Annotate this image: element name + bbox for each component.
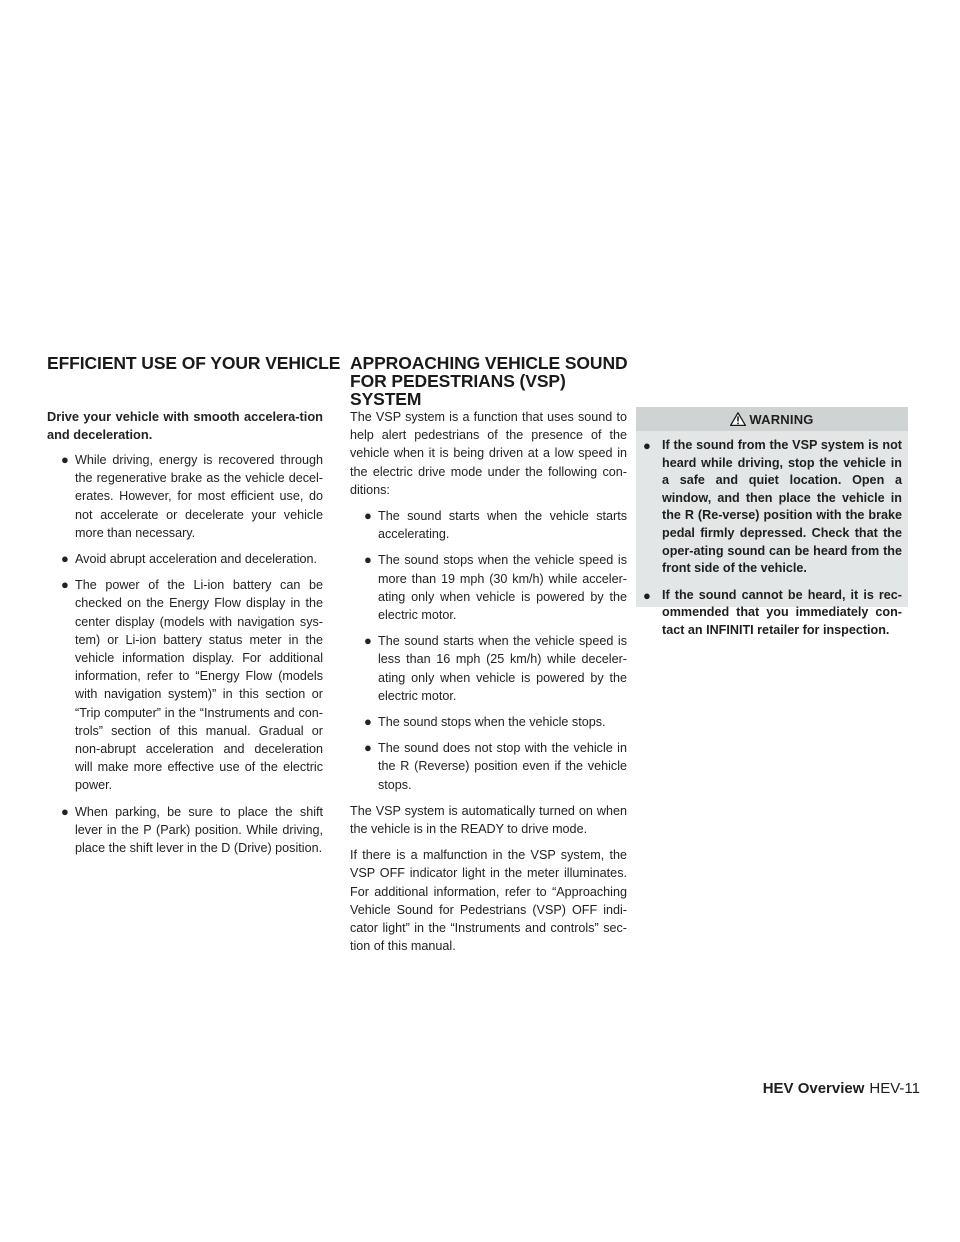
bullet-icon: ● bbox=[643, 438, 651, 453]
middle-column bbox=[350, 408, 627, 963]
bullet-icon: ● bbox=[61, 551, 69, 567]
warning-title: WARNING bbox=[749, 411, 814, 427]
section-heading-efficient-use: EFFICIENT USE OF YOUR VEHICLE bbox=[47, 353, 341, 373]
vsp-conditions-list bbox=[350, 507, 627, 794]
bullet-icon: ● bbox=[61, 803, 69, 819]
list-item: ● Avoid abrupt acceleration and deceleration. bbox=[47, 550, 323, 568]
bullet-icon: ● bbox=[61, 452, 69, 467]
list-item: ● If the sound from the VSP system is not heard while driving, stop the vehicle in a safe and quiet location. Open a window, and then place the vehicle in the R (Re-verse) position with the brake pedal firmly depressed. Check that the oper-ating sound can be heard from the front side of the vehicle. bbox=[643, 438, 902, 576]
efficient-use-list bbox=[47, 451, 323, 857]
left-column bbox=[47, 408, 323, 865]
list-item: ● The sound stops when the vehicle stops. bbox=[350, 713, 627, 731]
page-number: HEV-11 bbox=[869, 1080, 920, 1097]
list-item: ● The sound starts when the vehicle speed is less than 16 mph (25 km/h) while deceler-ating only when vehicle is powered by the electric motor. bbox=[364, 633, 627, 703]
warning-box bbox=[636, 407, 908, 637]
section-heading-vsp-system bbox=[350, 354, 640, 408]
warning-header bbox=[636, 407, 908, 431]
bullet-icon: ● bbox=[643, 587, 651, 603]
warning-list bbox=[636, 431, 908, 640]
vsp-malfunction-paragraph: If there is a malfunction in the VSP system, the VSP OFF indicator light in the meter illuminates. For additional information, refer to “Approaching Vehicle Sound for Pedestrians (VSP) OFF indi-cator light” in the “Instruments and controls” sec-tion of this manual. bbox=[350, 848, 627, 954]
vsp-intro-paragraph: The VSP system is a function that uses sound to help alert pedestrians of the presence of the vehicle when it is being driven at a low speed in the electric drive mode under the following con-ditions: bbox=[350, 410, 627, 497]
list-item: ● While driving, energy is recovered through the regenerative brake as the vehicle decel-erates. However, for most efficient use, do not accelerate or decelerate your vehicle more than necessary. bbox=[61, 452, 323, 540]
list-item: ● The sound starts when the vehicle starts accelerating. bbox=[364, 508, 627, 542]
list-item: ● The sound does not stop with the vehicle in the R (Reverse) position even if the vehicle stops. bbox=[364, 740, 627, 792]
list-item: ● When parking, be sure to place the shift lever in the P (Park) position. While driving, place the shift lever in the D (Drive) position. bbox=[61, 803, 323, 856]
list-item: ● The power of the Li-ion battery can be checked on the Energy Flow display in the center display (models with navigation sys-tem) or Li-ion battery status meter in the vehicle information display. For additional information, refer to “Energy Flow (models with navigation system)” in this section or “Trip computer” in the “Instruments and con-trols” section of this manual. Gradual or non-abrupt acceleration and deceleration will make more effective use of the electric power. bbox=[61, 577, 323, 793]
bullet-icon: ● bbox=[364, 714, 372, 730]
warning-triangle-icon bbox=[730, 412, 746, 426]
heading-line-2: FOR PEDESTRIANS (VSP) SYSTEM bbox=[350, 371, 566, 409]
bullet-icon: ● bbox=[61, 577, 69, 593]
list-item: ● The sound stops when the vehicle speed is more than 19 mph (30 km/h) while acceler-ating only when vehicle is powered by the electric motor. bbox=[364, 552, 627, 623]
bullet-icon: ● bbox=[364, 508, 372, 524]
heading-line-1: APPROACHING VEHICLE SOUND bbox=[350, 353, 628, 373]
list-item: ● If the sound cannot be heard, it is rec-ommended that you immediately con-tact an INFINITI retailer for inspection. bbox=[643, 587, 902, 637]
page-footer bbox=[763, 1080, 920, 1097]
vsp-auto-paragraph: The VSP system is automatically turned on when the vehicle is in the READY to drive mode. bbox=[350, 803, 627, 837]
lead-paragraph: Drive your vehicle with smooth accelera-tion and deceleration. bbox=[47, 409, 323, 442]
footer-section-name: HEV Overview bbox=[762, 1080, 865, 1097]
bullet-icon: ● bbox=[364, 740, 372, 756]
bullet-icon: ● bbox=[364, 552, 372, 568]
bullet-icon: ● bbox=[364, 633, 372, 649]
